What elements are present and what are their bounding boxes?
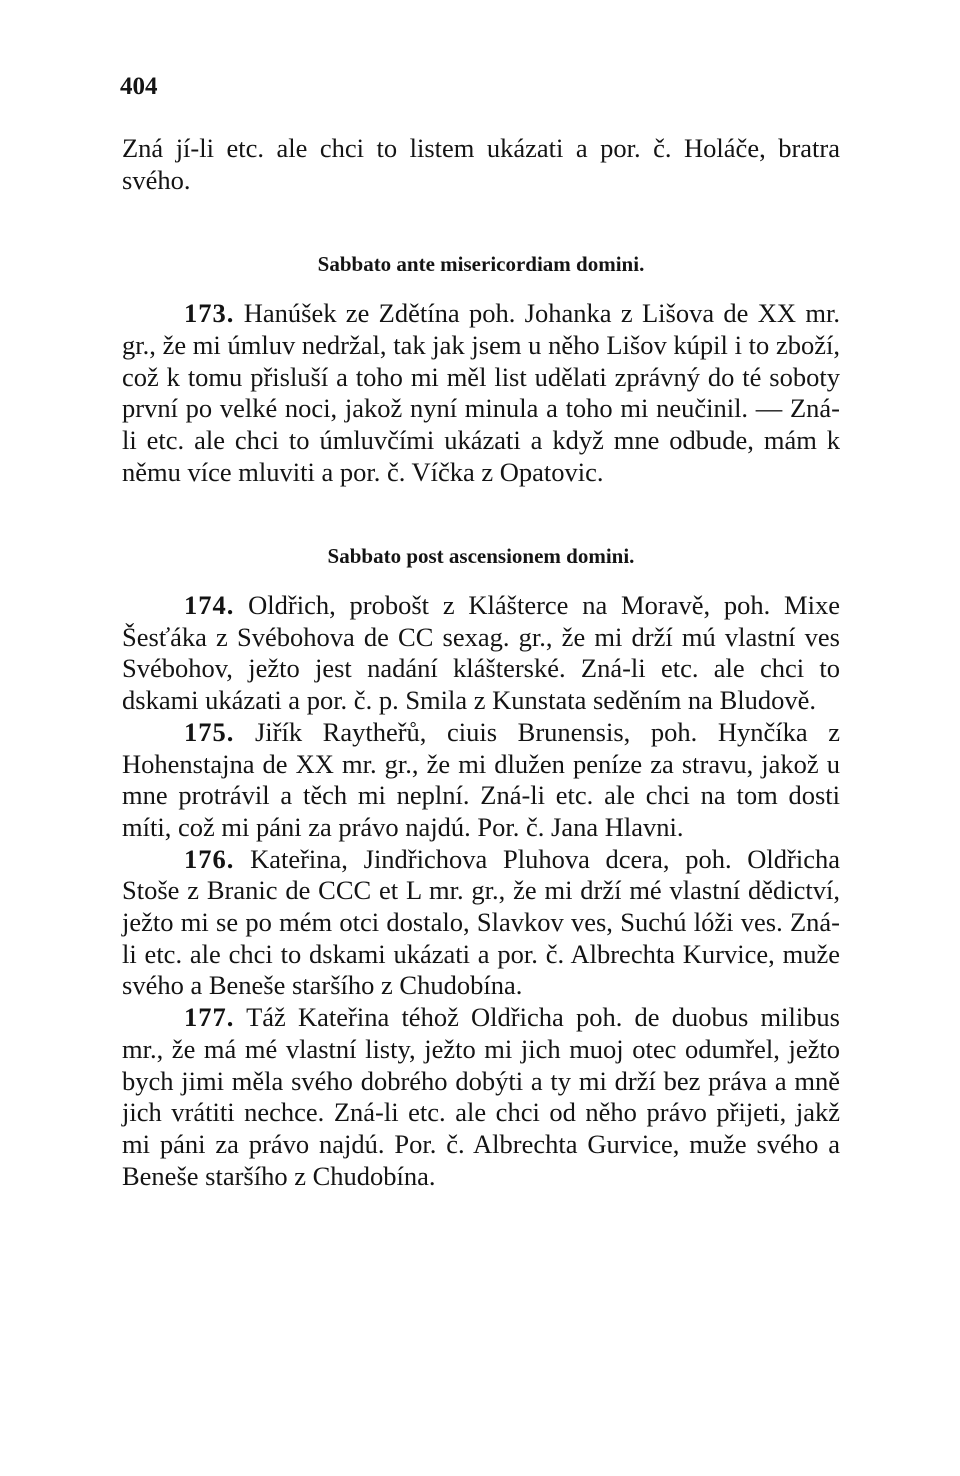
section-heading: Sabbato post ascensionem domini.	[327, 544, 635, 569]
entry-text: Jiřík Raytheřů, ciuis Brunensis, poh. Hynčíka z Hohenstajna de XX mr. gr., že mi dlužen peníze za stravu, jakož u mne protrávil a těch mi neplní. Zná-li etc. ale chci na tom dosti míti, což mi páni za právo najdú. Por. č. Jana Hlavni.	[122, 716, 840, 842]
entry-text: Hanúšek ze Zdětína poh. Johanka z Lišova de XX mr. gr., že mi úmluv nedržal, tak jak jsem u něho Lišov kúpil i to zboží, což k tomu přisluší a toho mi měl list udělati zprávný do té soboty první po velké noci, jakož nyní minula a toho mi neučinil. — Zná-li etc. ale chci to úmluvčími ukázati a když mne odbude, mám k němu více mluviti a por. č. Víčka z Opatovic.	[122, 298, 841, 487]
entry-number: 175.	[184, 716, 235, 747]
page-number: 404	[120, 73, 158, 100]
intro-paragraph: Zná jí-li etc. ale chci to listem ukázati a por. č. Holáče, bratra svého.	[122, 133, 840, 195]
entry-paragraph	[122, 1002, 840, 1192]
entry-number: 177.	[184, 1002, 235, 1033]
entry-paragraph	[122, 298, 840, 488]
entry-text: Táž Kateřina téhož Oldřicha poh. de duobus milibus mr., že má mé vlastní listy, ježto mi jich muoj otec odumřel, ježto bych jimi měla svého dobrého dobýti a ty mi drží bez práva a mně jich vrátiti nechce. Zná-li etc. ale chci od něho právo přijeti, jakž mi páni za právo najdú. Por. č. Albrechta Gurvice, muže svého a Beneše staršího z Chudobína.	[122, 1002, 840, 1191]
page-text	[122, 133, 840, 1192]
entry-paragraph	[122, 717, 840, 844]
entry-number: 173.	[184, 298, 235, 329]
entry-paragraph	[122, 844, 840, 1003]
entry-text: Oldřich, probošt z Klášterce na Moravě, poh. Mixe Šesťáka z Svébohova de CC sexag. gr., že mi drží mú vlastní ves Svébohov, ježto jest nadání klášterské. Zná-li etc. ale chci to dskami ukázati a por. č. p. Smila z Kunstata seděním na Bludově.	[122, 590, 840, 716]
entry-paragraph	[122, 590, 840, 717]
section-heading: Sabbato ante misericordiam domini.	[317, 252, 645, 277]
entry-text: Kateřina, Jindřichova Pluhova dcera, poh. Oldřicha Stoše z Branic de CCC et L mr. gr., že mi drží mé vlastní dědictví, ježto mi se po mém otci dostalo, Slavkov ves, Suchú lóži ves. Zná-li etc. ale chci to dskami ukázati a por. č. Albrechta Kurvice, muže svého a Beneše staršího z Chudobína.	[122, 843, 840, 1001]
entry-number: 176.	[184, 843, 235, 874]
entry-number: 174.	[184, 590, 235, 621]
